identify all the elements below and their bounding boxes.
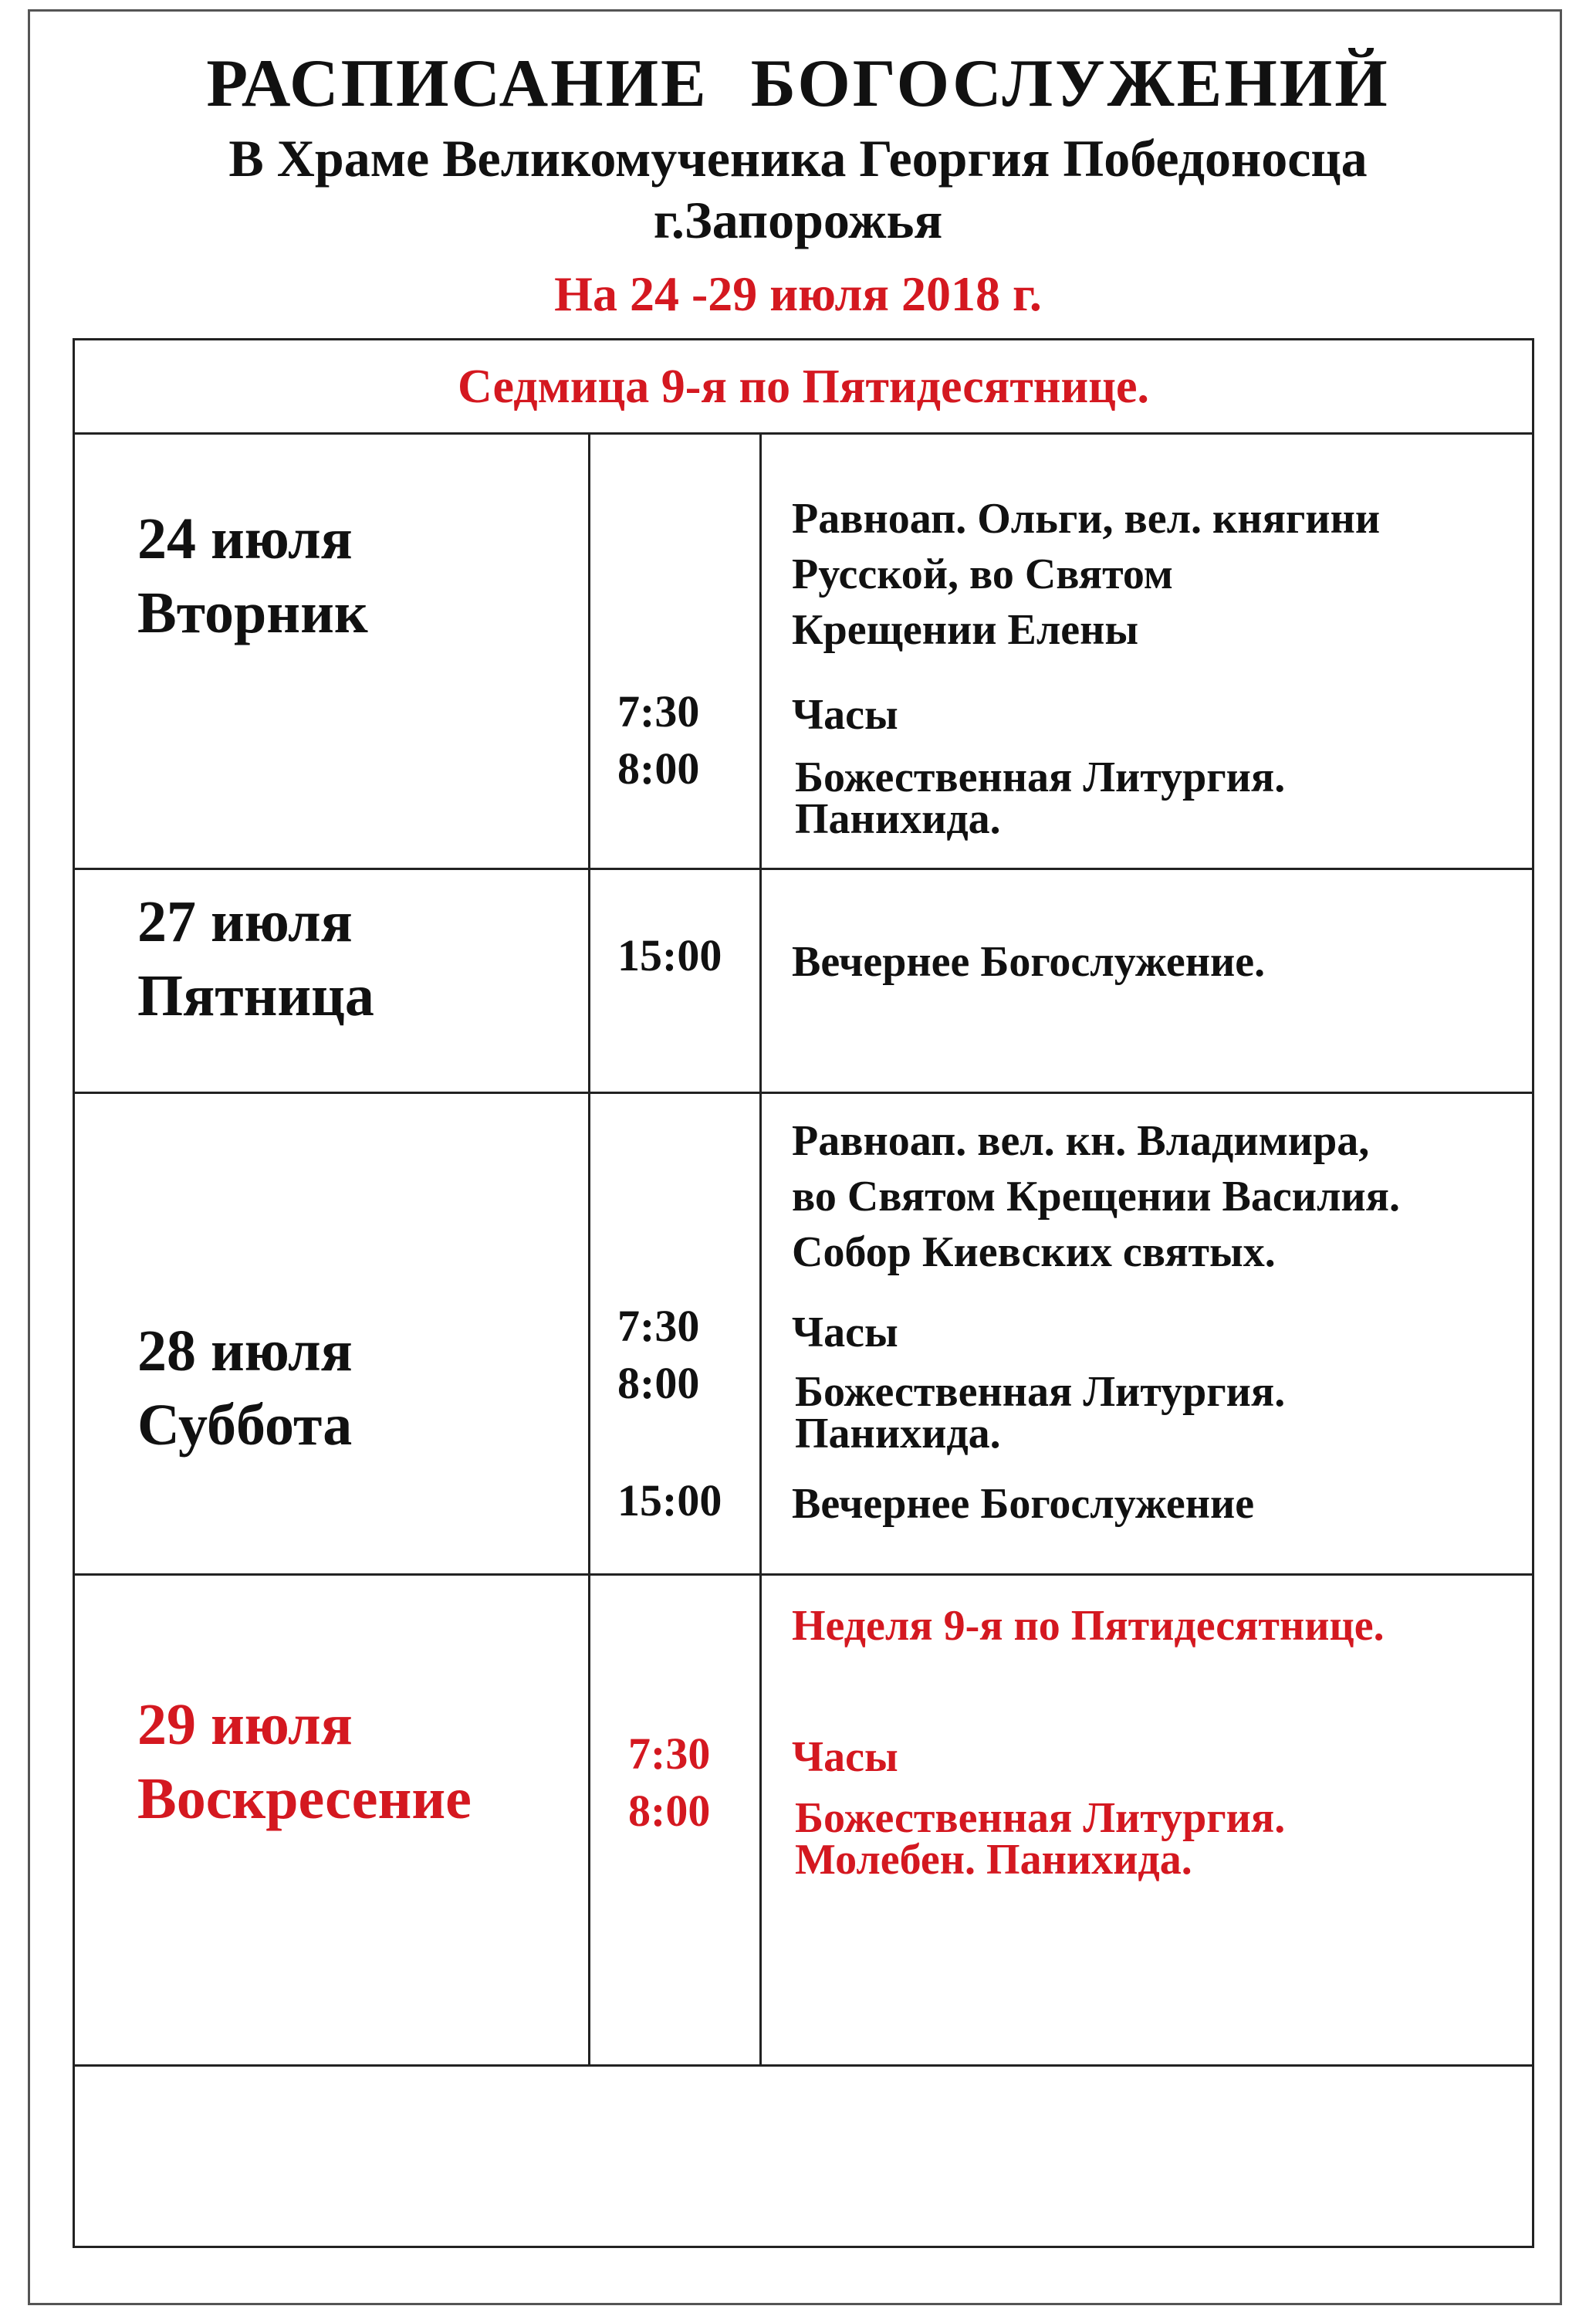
service-name: Молебен. Панихида. [795, 1836, 1192, 1884]
service-name: Часы [792, 1733, 898, 1781]
row-divider [73, 1092, 1534, 1094]
day-date: 24 июля [137, 506, 353, 571]
column-divider [588, 432, 590, 2066]
service-time: 8:00 [628, 1786, 711, 1836]
service-time: 7:30 [628, 1729, 711, 1779]
service-name: Божественная Литургия. [795, 1794, 1286, 1842]
service-time: 8:00 [617, 1358, 700, 1408]
day-date: 28 июля [137, 1319, 353, 1383]
service-time: 15:00 [617, 930, 722, 980]
service-name: Часы [792, 691, 898, 739]
feast-line: Неделя 9-я по Пятидесятнице. [792, 1602, 1385, 1650]
column-divider [759, 432, 762, 2066]
day-weekday: Суббота [137, 1393, 353, 1458]
service-name: Божественная Литургия. [795, 753, 1286, 801]
city-name: г.Запорожья [653, 191, 943, 249]
service-time: 7:30 [617, 1301, 700, 1351]
date-range: На 24 -29 июля 2018 г. [554, 266, 1042, 321]
feast-line: Русской, во Святом [792, 550, 1173, 598]
service-name: Вечернее Богослужение. [792, 938, 1266, 986]
day-date: 29 июля [137, 1692, 353, 1757]
service-time: 15:00 [617, 1475, 722, 1525]
row-divider [73, 868, 1534, 870]
service-name: Божественная Литургия. [795, 1368, 1286, 1416]
feast-line: Собор Киевских святых. [792, 1228, 1276, 1276]
day-weekday: Воскресение [137, 1766, 472, 1831]
feast-line: Равноап. вел. кн. Владимира, [792, 1117, 1370, 1165]
service-name: Панихида. [795, 795, 1001, 843]
service-time: 8:00 [617, 743, 700, 794]
page-title: РАСПИСАНИЕ БОГОСЛУЖЕНИЙ [206, 46, 1390, 121]
row-divider [73, 432, 1534, 435]
day-weekday: Вторник [137, 581, 368, 645]
church-name: В Храме Великомученика Георгия Победоносца [228, 129, 1368, 188]
row-divider [73, 2064, 1534, 2067]
day-weekday: Пятница [137, 963, 374, 1028]
service-time: 7:30 [617, 686, 700, 736]
feast-line: во Святом Крещении Василия. [792, 1173, 1400, 1221]
service-name: Часы [792, 1309, 898, 1356]
row-divider [73, 1573, 1534, 1576]
service-name: Вечернее Богослужение [792, 1480, 1255, 1528]
feast-line: Крещении Елены [792, 606, 1139, 654]
service-name: Панихида. [795, 1410, 1001, 1458]
day-date: 27 июля [137, 889, 353, 954]
week-title: Седмица 9-я по Пятидесятнице. [458, 361, 1149, 413]
feast-line: Равноап. Ольги, вел. княгини [792, 495, 1381, 543]
